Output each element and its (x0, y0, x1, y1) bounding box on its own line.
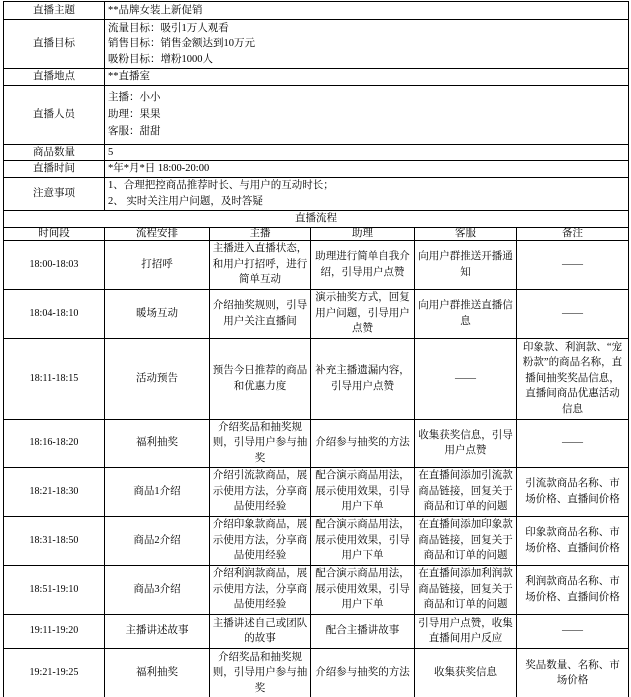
cell-service: 收集获奖信息，引导用户点赞 (415, 419, 517, 467)
column-header-service: 客服 (415, 227, 517, 240)
column-header-remark: 备注 (517, 227, 629, 240)
cell-service: 引导用户点赞，收集直播间用户反应 (415, 614, 517, 648)
cell-step: 商品2介绍 (105, 516, 210, 565)
table-row (4, 516, 629, 565)
live-time-label: 直播时间 (4, 161, 105, 178)
staff-row (4, 85, 629, 144)
cell-remark: —— (517, 240, 629, 289)
cell-time: 19:11-19:20 (4, 614, 105, 648)
cell-assistant: 介绍参与抽奖的方法 (311, 419, 415, 467)
notes-row (4, 177, 629, 210)
goal-line: 销售目标：销售金额达到10万元 (108, 38, 255, 50)
cell-assistant: 配合演示商品用法，展示使用效果，引导用户下单 (311, 565, 415, 614)
cell-step: 主播讲述故事 (105, 614, 210, 648)
cell-step: 福利抽奖 (105, 419, 210, 467)
location-label: 直播地点 (4, 69, 105, 86)
cell-service: 收集获奖信息 (415, 648, 517, 697)
cell-host: 介绍印象款商品，展示使用方法，分享商品使用经验 (210, 516, 311, 565)
cell-step: 福利抽奖 (105, 648, 210, 697)
flow-title-row (4, 210, 629, 227)
cell-time: 18:31-18:50 (4, 516, 105, 565)
cell-remark: 利润款商品名称、市场价格、直播间价格 (517, 565, 629, 614)
cell-time: 18:04-18:10 (4, 289, 105, 338)
table-row (4, 240, 629, 289)
product-count-row (4, 144, 629, 161)
live-plan-table (3, 1, 629, 697)
cell-step: 活动预告 (105, 338, 210, 419)
cell-assistant: 补充主播遗漏内容，引导用户点赞 (311, 338, 415, 419)
cell-assistant: 配合演示商品用法，展示使用效果，引导用户下单 (311, 516, 415, 565)
cell-remark: —— (517, 614, 629, 648)
cell-step: 暖场互动 (105, 289, 210, 338)
theme-row (4, 2, 629, 20)
cell-service: 在直播间添加印象款商品链接，回复关于商品和订单的问题 (415, 516, 517, 565)
notes-label: 注意事项 (4, 177, 105, 210)
cell-host: 预告今日推荐的商品和优惠力度 (210, 338, 311, 419)
theme-value: **品牌女装上新促销 (105, 2, 629, 20)
staff-value (105, 85, 629, 144)
cell-time: 18:51-19:10 (4, 565, 105, 614)
table-row (4, 614, 629, 648)
staff-line: 主播：小小 (108, 92, 161, 103)
table-row (4, 419, 629, 467)
cell-time: 18:21-18:30 (4, 467, 105, 516)
cell-remark: —— (517, 289, 629, 338)
product-count-label: 商品数量 (4, 144, 105, 161)
cell-assistant: 配合演示商品用法，展示使用效果，引导用户下单 (311, 467, 415, 516)
cell-time: 18:00-18:03 (4, 240, 105, 289)
location-row (4, 69, 629, 86)
cell-remark: 奖品数量、名称、市场价格 (517, 648, 629, 697)
cell-host: 介绍奖品和抽奖规则，引导用户参与抽奖 (210, 419, 311, 467)
cell-time: 18:11-18:15 (4, 338, 105, 419)
goals-label: 直播目标 (4, 20, 105, 69)
goals-value (105, 20, 629, 69)
flow-header-row (4, 227, 629, 240)
staff-label: 直播人员 (4, 85, 105, 144)
goal-line: 流量目标：吸引1万人观看 (108, 22, 229, 34)
column-header-step: 流程安排 (105, 227, 210, 240)
cell-service: 在直播间添加利润款商品链接，回复关于商品和订单的问题 (415, 565, 517, 614)
cell-assistant: 介绍参与抽奖的方法 (311, 648, 415, 697)
flow-title: 直播流程 (4, 210, 629, 227)
location-value: **直播室 (105, 69, 629, 86)
column-header-host: 主播 (210, 227, 311, 240)
cell-step: 商品1介绍 (105, 467, 210, 516)
cell-service: —— (415, 338, 517, 419)
staff-line: 助理：果果 (108, 109, 161, 120)
cell-assistant: 配合主播讲故事 (311, 614, 415, 648)
live-time-row (4, 161, 629, 178)
cell-remark: 印象款商品名称、市场价格、直播间价格 (517, 516, 629, 565)
table-row (4, 565, 629, 614)
note-line: 2、 实时关注用户问题，及时答疑 (108, 195, 263, 207)
table-row (4, 648, 629, 697)
theme-label: 直播主题 (4, 2, 105, 20)
table-row (4, 338, 629, 419)
cell-step: 打招呼 (105, 240, 210, 289)
table-row (4, 289, 629, 338)
cell-remark: 印象款、利润款、“宠粉款”的商品名称，直播间抽奖奖品信息，直播间商品优惠活动信息 (517, 338, 629, 419)
cell-step: 商品3介绍 (105, 565, 210, 614)
cell-host: 主播讲述自己或团队的故事 (210, 614, 311, 648)
table-row (4, 467, 629, 516)
cell-host: 介绍奖品和抽奖规则，引导用户参与抽奖 (210, 648, 311, 697)
column-header-time: 时间段 (4, 227, 105, 240)
note-line: 1、合理把控商品推荐时长、与用户的互动时长； (108, 180, 334, 191)
cell-time: 18:16-18:20 (4, 419, 105, 467)
cell-host: 主播进入直播状态，和用户打招呼，进行简单互动 (210, 240, 311, 289)
cell-service: 在直播间添加引流款商品链接，回复关于商品和订单的问题 (415, 467, 517, 516)
notes-value (105, 177, 629, 210)
cell-host: 介绍抽奖规则，引导用户关注直播间 (210, 289, 311, 338)
goal-line: 吸粉目标：增粉1000人 (108, 53, 213, 65)
cell-service: 向用户群推送直播信息 (415, 289, 517, 338)
cell-time: 19:21-19:25 (4, 648, 105, 697)
goals-row (4, 20, 629, 69)
product-count-value: 5 (105, 144, 629, 161)
cell-host: 介绍利润款商品，展示使用方法，分享商品使用经验 (210, 565, 311, 614)
cell-remark: —— (517, 419, 629, 467)
live-time-value: *年*月*日 18:00-20:00 (105, 161, 629, 178)
cell-assistant: 演示抽奖方式，回复用户问题，引导用户点赞 (311, 289, 415, 338)
cell-service: 向用户群推送开播通知 (415, 240, 517, 289)
column-header-assistant: 助理 (311, 227, 415, 240)
cell-remark: 引流款商品名称、市场价格、直播间价格 (517, 467, 629, 516)
cell-host: 介绍引流款商品，展示使用方法，分享商品使用经验 (210, 467, 311, 516)
cell-assistant: 助理进行简单自我介绍，引导用户点赞 (311, 240, 415, 289)
staff-line: 客服：甜甜 (108, 126, 161, 137)
